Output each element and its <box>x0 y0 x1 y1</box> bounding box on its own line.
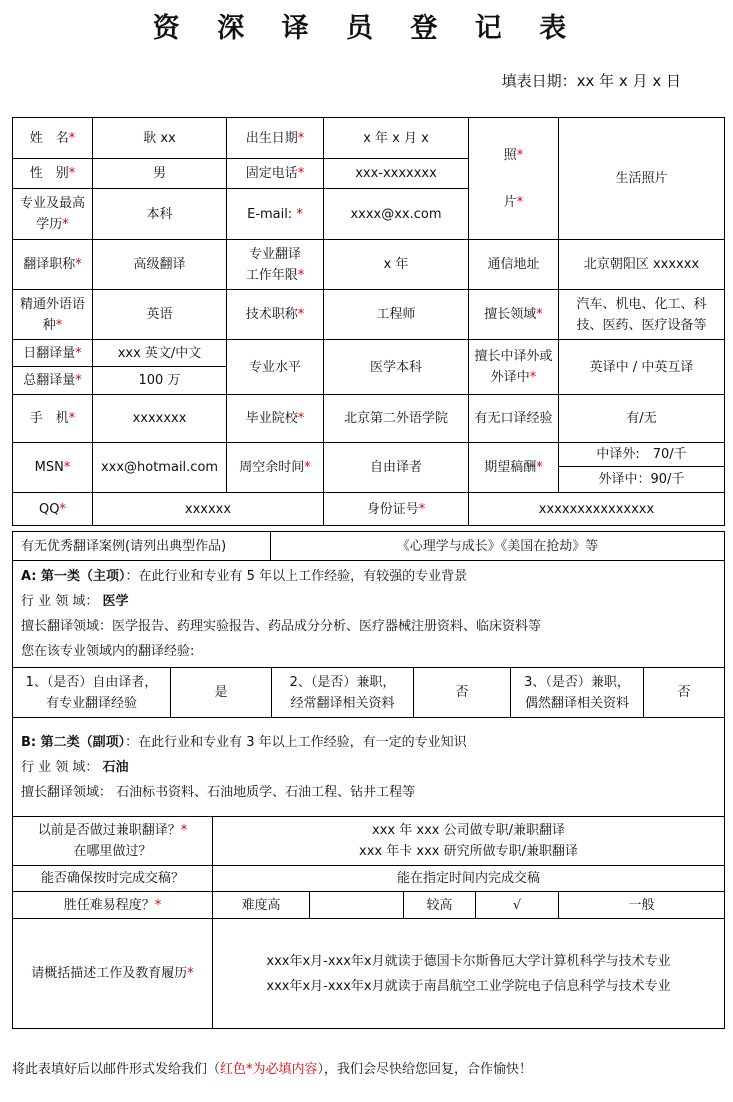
difficulty-normal: 一般 <box>559 892 725 919</box>
option-occasional-label: 3、（是否）兼职， 偶然翻译相关资料 <box>511 668 644 718</box>
education-label: 专业及最高学历* <box>13 189 93 240</box>
work-years-label: 专业翻译 工作年限* <box>227 240 324 290</box>
language-label: 精通外语语种* <box>13 290 93 340</box>
daily-volume-value[interactable]: xxx 英文/中文 <box>93 340 227 367</box>
experience-prompt: 您在该专业领域内的翻译经验: <box>21 644 195 659</box>
category-a-skills[interactable]: 医学报告、药理实验报告、药品成分分析、医疗器械注册资料、临床资料等 <box>112 619 542 634</box>
proficiency-value[interactable]: 医学本科 <box>324 340 469 395</box>
dob-value[interactable]: x 年 x 月 x <box>324 118 469 159</box>
cases-table <box>12 531 725 561</box>
difficulty-mid: 较高 <box>404 892 476 919</box>
school-value[interactable]: 北京第二外语学院 <box>324 395 469 443</box>
email-value[interactable]: xxxx@xx.com <box>324 189 469 240</box>
free-time-label: 周空余时间* <box>227 443 324 493</box>
option-freelancer-label: 1、（是否）自由译者， 有专业翻译经验 <box>13 668 171 718</box>
option-freelancer-value[interactable]: 是 <box>171 668 272 718</box>
category-a-industry[interactable]: 医学 <box>102 594 129 609</box>
qq-label: QQ* <box>13 493 93 526</box>
rate-f2c-value[interactable]: 外译中：90/千 <box>559 467 725 493</box>
proficiency-label: 专业水平 <box>227 340 324 395</box>
interpreting-value[interactable]: 有/无 <box>559 395 725 443</box>
cases-value[interactable]: 《心理学与成长》《美国在抢劫》等 <box>271 532 725 561</box>
photo-box[interactable]: 生活照片 <box>559 118 725 240</box>
direction-label: 擅长中译外或外译中* <box>469 340 559 395</box>
category-a-block: A: 第一类（主项）：在此行业和专业有 5 年以上工作经验，有较强的专业背景 行 业 领 域： 医学 擅长翻译领域：医学报告、药理实验报告、药品成分分析、医疗器械注册资料、临床资料等 您在该专业领域内的翻译经验: <box>13 561 725 668</box>
name-value[interactable]: 耿 xx <box>93 118 227 159</box>
history-table <box>12 816 725 1029</box>
photo-label: 照* 片* <box>469 118 559 240</box>
msn-label: MSN* <box>13 443 93 493</box>
gender-label: 性 别* <box>13 159 93 189</box>
mobile-value[interactable]: xxxxxxx <box>93 395 227 443</box>
cases-label: 有无优秀翻译案例(请列出典型作品) <box>13 532 271 561</box>
dob-label: 出生日期* <box>227 118 324 159</box>
qq-value[interactable]: xxxxxx <box>93 493 324 526</box>
option-frequent-value[interactable]: 否 <box>414 668 511 718</box>
deadline-value[interactable]: 能在指定时间内完成交稿 <box>213 866 725 892</box>
id-label: 身份证号* <box>324 493 469 526</box>
total-volume-label: 总翻译量* <box>13 367 93 395</box>
free-time-value[interactable]: 自由译者 <box>324 443 469 493</box>
translator-title-label: 翻译职称* <box>13 240 93 290</box>
form-title: 资 深 译 员 登 记 表 <box>152 13 581 44</box>
email-label: E-mail: * <box>227 189 324 240</box>
mobile-label: 手 机* <box>13 395 93 443</box>
language-value[interactable]: 英语 <box>93 290 227 340</box>
work-years-value[interactable]: x 年 <box>324 240 469 290</box>
address-label: 通信地址 <box>469 240 559 290</box>
option-frequent-label: 2、（是否）兼职， 经常翻译相关资料 <box>272 668 414 718</box>
expertise-value[interactable]: 汽车、机电、化工、科技、医药、医疗设备等 <box>559 290 725 340</box>
parttime-label: 以前是否做过兼职翻译？* 在哪里做过？ <box>13 817 213 866</box>
parttime-value[interactable]: xxx 年 xxx 公司做专职/兼职翻译 xxx 年卡 xxx 研究所做专职/兼职翻译 <box>213 817 725 866</box>
tech-title-value[interactable]: 工程师 <box>324 290 469 340</box>
direction-value[interactable]: 英译中 / 中英互译 <box>559 340 725 395</box>
footer-note: 将此表填好后以邮件形式发给我们（红色*为必填内容），我们会尽快给您回复，合作愉快！ <box>12 1062 533 1077</box>
difficulty-label: 胜任难易程度？* <box>13 892 213 919</box>
address-value[interactable]: 北京朝阳区 xxxxxx <box>559 240 725 290</box>
rate-c2f-value[interactable]: 中译外: 70/千 <box>559 443 725 467</box>
daily-volume-label: 日翻译量* <box>13 340 93 367</box>
category-b-block: B: 第二类（副项）：在此行业和专业有 3 年以上工作经验，有一定的专业知识 行 业 领 域： 石油 擅长翻译领域： 石油标书资料、石油地质学、石油工程、钻井工程等 <box>13 718 725 817</box>
resume-value[interactable]: xxx年x月-xxx年x月就读于德国卡尔斯鲁厄大学计算机科学与技术专业 xxx年x月-xxx年x月就读于南昌航空工业学院电子信息科学与技术专业 <box>213 919 725 1029</box>
fill-date: 填表日期：xx 年 x 月 x 日 <box>501 72 681 90</box>
difficulty-mid-check[interactable]: √ <box>476 892 559 919</box>
phone-label: 固定电话* <box>227 159 324 189</box>
rate-label: 期望稿酬* <box>469 443 559 493</box>
basic-info-table <box>12 117 725 526</box>
category-b-skills[interactable]: 石油标书资料、石油地质学、石油工程、钻井工程等 <box>112 784 416 800</box>
category-b-heading: B: 第二类（副项） <box>21 734 126 750</box>
total-volume-value[interactable]: 100 万 <box>93 367 227 395</box>
category-b-industry[interactable]: 石油 <box>102 759 129 775</box>
option-occasional-value[interactable]: 否 <box>644 668 725 718</box>
gender-value[interactable]: 男 <box>93 159 227 189</box>
msn-value[interactable]: xxx@hotmail.com <box>93 443 227 493</box>
category-a-heading: A: 第一类（主项） <box>21 569 126 584</box>
deadline-label: 能否确保按时完成交稿？ <box>13 866 213 892</box>
tech-title-label: 技术职称* <box>227 290 324 340</box>
category-b-table <box>12 717 725 817</box>
education-value[interactable]: 本科 <box>93 189 227 240</box>
expertise-label: 擅长领域* <box>469 290 559 340</box>
resume-label: 请概括描述工作及教育履历* <box>13 919 213 1029</box>
difficulty-high: 难度高 <box>213 892 310 919</box>
school-label: 毕业院校* <box>227 395 324 443</box>
id-value[interactable]: xxxxxxxxxxxxxxx <box>469 493 725 526</box>
interpreting-label: 有无口译经验 <box>469 395 559 443</box>
translator-title-value[interactable]: 高级翻译 <box>93 240 227 290</box>
category-a-table <box>12 560 725 718</box>
phone-value[interactable]: xxx-xxxxxxx <box>324 159 469 189</box>
name-label: 姓 名* <box>13 118 93 159</box>
difficulty-high-check[interactable] <box>310 892 404 919</box>
